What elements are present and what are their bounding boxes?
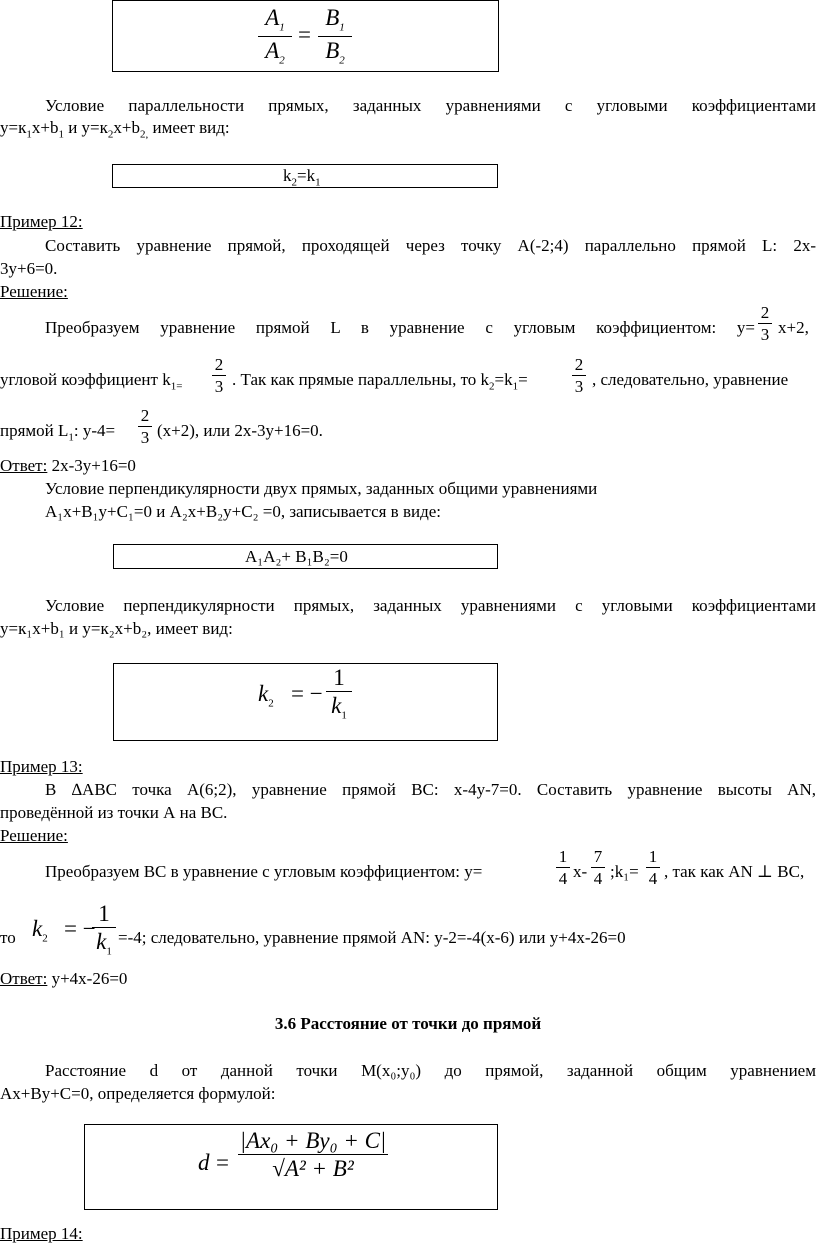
formula-a1a2-b1b2: А₁А₂+ В₁В₂=0 (245, 547, 348, 566)
example-12-solution-line2-b: . Так как прямые параллельны, то $k_2=k_1=$ (232, 370, 528, 393)
fraction-a1-a2: $A_1$ $A_2$ (258, 6, 292, 66)
example-13-solution-line1-a: Преобразуем ВС в уравнение с угловым коэффициентом: y= (45, 862, 483, 881)
section-title: 3.6 Расстояние от точки до прямой (274, 1014, 542, 1033)
example-12-task-line1: Составить уравнение прямой, проходящей через точку А(-2;4) параллельно прямой L: 2x- (45, 236, 816, 255)
perp-slope-line2: y=к₁x+b₁ и y=к₂x+b₂, имеет вид: (0, 619, 233, 638)
fraction-1-4-b: 1 4 (646, 848, 660, 887)
fraction-2-3-b: 2 3 (212, 356, 226, 395)
example-13-task-line1: В ∆АВС точка А(6;2), уравнение прямой ВС: x-4y-7=0. Составить уравнение высоты АN, (45, 780, 816, 799)
example-12-solution-line3-b: (x+2), или 2x-3y+16=0. (157, 421, 323, 440)
example-14-label: Пример 14: (0, 1224, 83, 1243)
example-12-task-line2: 3y+6=0. (0, 259, 58, 278)
example-13-solution-k1: ;k₁= (610, 862, 639, 881)
distance-line1: Расстояние d от данной точки M(x₀;y₀) до прямой, заданной общим уравнением (45, 1061, 816, 1080)
a2: A (265, 37, 280, 63)
formula-d-eq: = (216, 1150, 229, 1175)
fraction-b1-b2: $B_1$ $B_2$ (318, 6, 352, 66)
fraction-2-3-c: 2 3 (572, 356, 586, 395)
perp-general-line2: А₁x+В₁y+С₁=0 и А₂x+В₂y+С₂ =0, записывается в виде: (45, 502, 442, 521)
example-13-task-line2: проведённой из точки А на ВС. (0, 803, 228, 822)
example-12-solution-line1: Преобразуем уравнение прямой L в уравнение с угловым коэффициентом: y= (45, 318, 755, 337)
example-12-answer: Ответ: 2x-3y+16=0 (0, 456, 136, 475)
example-12-solution-line2-c: , следовательно, уравнение (592, 370, 789, 389)
formula-eq-minus: = − (291, 681, 323, 706)
example-13-eq-minus: = − (64, 916, 96, 941)
perp-general-line1: Условие перпендикулярности двух прямых, заданных общими уравнениями (45, 479, 598, 498)
example-12-solution-line1-end: x+2, (778, 318, 809, 337)
example-13-solution-to: то (0, 928, 16, 947)
formula-k2: $k_2$ (258, 681, 274, 710)
example-13-answer: Ответ: y+4x-26=0 (0, 969, 128, 988)
perp-slope-line1: Условие перпендикулярности прямых, заданных уравнениями с угловыми коэффициентами (45, 596, 816, 615)
formula-distance-fraction: |Ax₀ + By₀ + C| √A² + B² (239, 1128, 387, 1181)
fraction-1-over-k1: 1 $k_1$ (326, 666, 352, 722)
example-12-solution-label: Решение: (0, 282, 68, 301)
formula-d: d (198, 1150, 210, 1175)
distance-line2: Аx+Вy+С=0, определяется формулой: (0, 1084, 276, 1103)
parallel-condition-line2: $y=к_1x+b_1$ и $y=к_2x+b_{2,}$ имеет вид: (0, 118, 230, 141)
example-13-label: Пример 13: (0, 757, 83, 776)
example-12-label: Пример 12: (0, 212, 83, 231)
formula-k2-equals-k1: $k_2=k_1$ (283, 166, 321, 189)
example-13-solution-line2: =-4; следовательно, уравнение прямой АN: y-2=-4(x-6) или y+4x-26=0 (118, 928, 626, 947)
parallel-condition-line1: Условие параллельности прямых, заданных уравнениями с угловыми коэффициентами (45, 96, 816, 115)
fraction-2-3-a: 2 3 (758, 304, 772, 343)
example-12-solution-line2-a: угловой коэффициент $k_{1=}$ (0, 370, 183, 393)
fraction-1-4-a: 1 4 (556, 848, 570, 887)
fraction-2-3-d: 2 3 (138, 407, 152, 446)
equals-sign: = (298, 22, 311, 47)
example-13-solution-x-minus: x- (573, 862, 588, 881)
fraction-7-4: 7 4 (591, 848, 605, 887)
example-12-solution-line3-a: прямой $L_1$: y-4= (0, 421, 116, 444)
example-13-solution-line1-end: , так как АN ⊥ ВС, (664, 862, 805, 881)
example-13-fraction-1-over-k1: 1 $k_1$ (92, 902, 116, 958)
example-13-solution-label: Решение: (0, 826, 68, 845)
a1: A (265, 5, 280, 30)
example-13-k2: $k_2$ (32, 916, 48, 945)
